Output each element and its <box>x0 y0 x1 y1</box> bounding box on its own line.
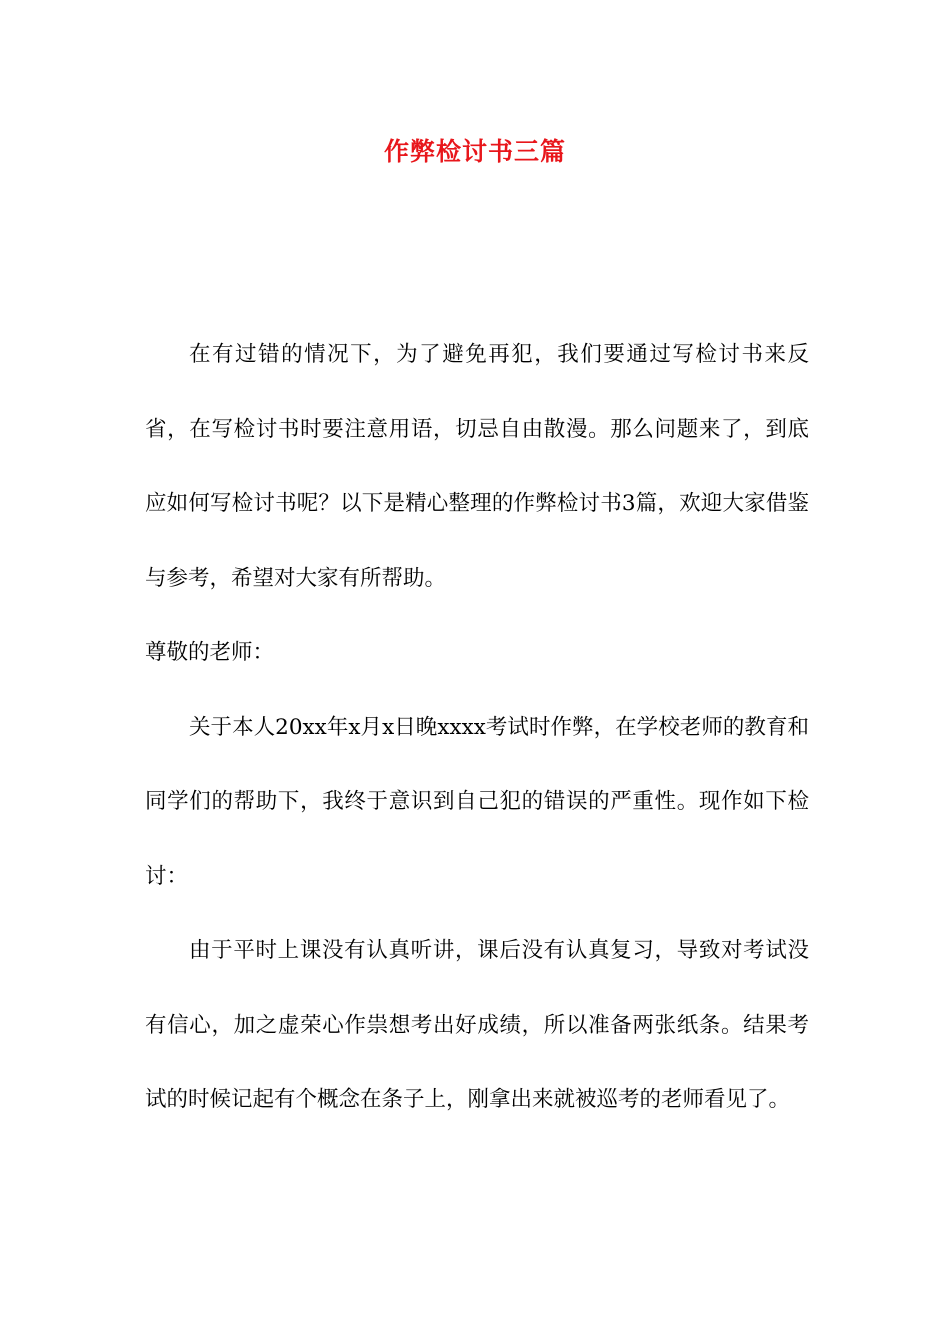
reason-paragraph: 由于平时上课没有认真听讲，课后没有认真复习，导致对考试没有信心，加之虚荣心作祟想考出好成绩，所以准备两张纸条。结果考试的时候记起有个概念在条子上，刚拿出来就被巡考的老师看见了。 <box>145 938 809 1112</box>
document-title: 作弊检讨书三篇 <box>383 137 566 166</box>
salutation: 尊敬的老师： <box>145 640 275 665</box>
confession-paragraph: 关于本人20xx年x月x日晚xxxx考试时作弊，在学校老师的教育和同学们的帮助下，我终于意识到自己犯的错误的严重性。现作如下检讨： <box>145 714 809 889</box>
intro-paragraph: 在有过错的情况下，为了避免再犯，我们要通过写检讨书来反省，在写检讨书时要注意用语，切忌自由散漫。那么问题来了，到底应如何写检讨书呢？以下是精心整理的作弊检讨书3篇，欢迎大家借鉴与参考，希望对大家有所帮助。 <box>145 342 809 591</box>
document-body <box>145 318 809 1138</box>
